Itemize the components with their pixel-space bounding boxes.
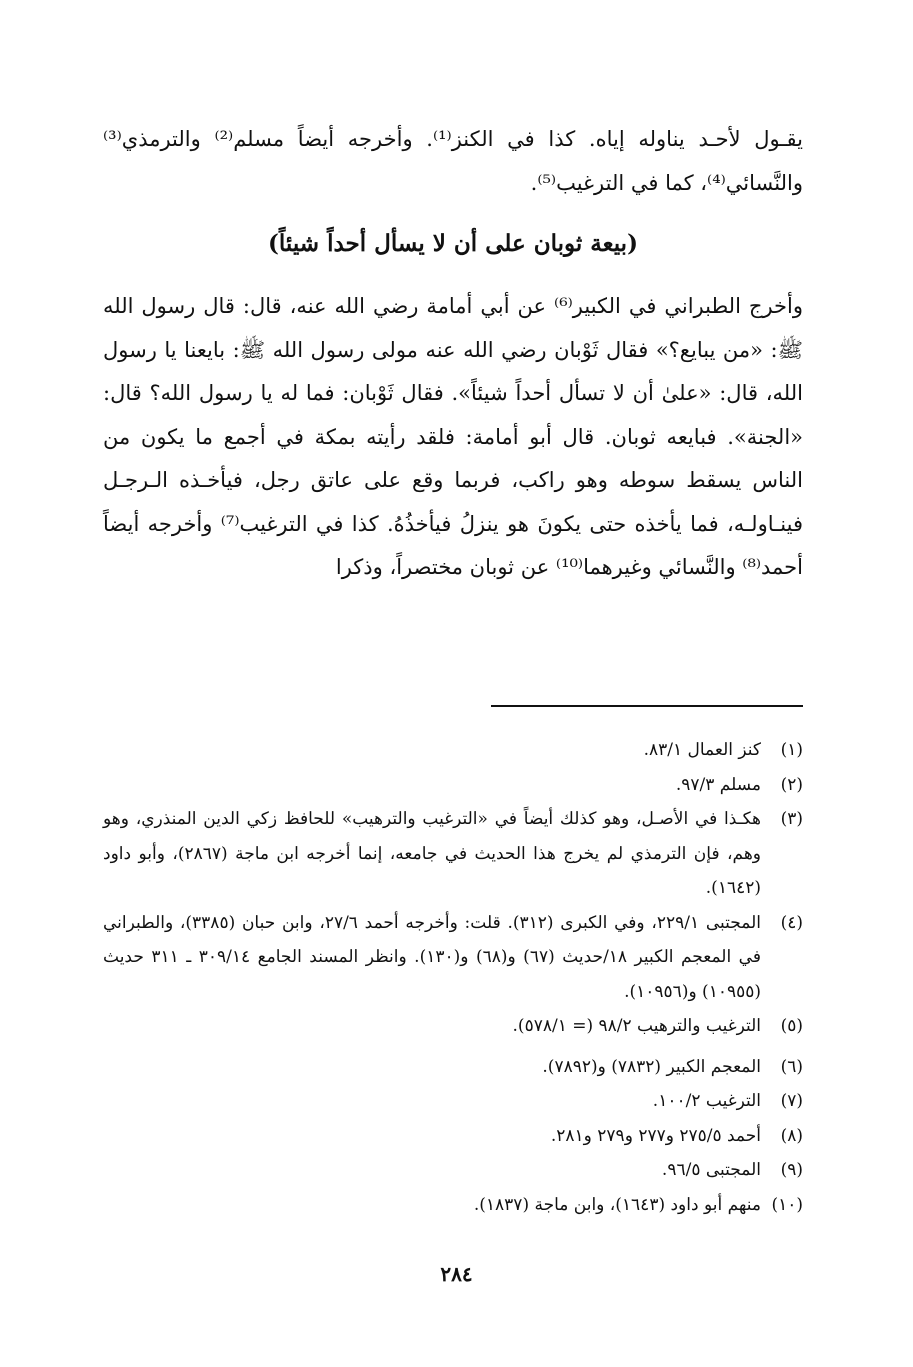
section-heading: (بيعة ثوبان على أن لا يسأل أحداً شيئاً) xyxy=(268,230,638,257)
footnote-text: المجتبى ٢٢٩/١، وفي الكبرى (٣١٢). قلت: وأخرجه أحمد ٢٧/٦، وابن حبان (٣٣٨٥)، والطبراني في المعجم الكبير ١٨/حديث (٦٧) و(٦٨) و(١٣٠). وانظر المسند الجامع ٣٠٩/١٤ ـ ٣١١ حديث (١٠٩٥٥) و(١٠٩٥٦). xyxy=(103,912,761,1002)
footnote-text: كنز العمال ٨٣/١. xyxy=(643,740,761,760)
footnote-number: (٥) xyxy=(780,1016,803,1036)
footnote-number: (٤) xyxy=(780,912,803,933)
footnote-1 xyxy=(103,733,803,768)
footnote-number: (٣) xyxy=(780,809,803,829)
footnote-number: (٢) xyxy=(780,774,803,795)
footnote-5 xyxy=(103,1009,803,1044)
footnote-text: الترغيب والترهيب ٩٨/٢ (= ٥٧٨/١). xyxy=(512,1016,761,1036)
footnote-text: منهم أبو داود (١٦٤٣)، وابن ماجة (١٨٣٧). xyxy=(473,1194,761,1215)
footnote-number: (١٠) xyxy=(771,1194,803,1215)
footnote-9 xyxy=(103,1153,803,1188)
footnote-10 xyxy=(103,1188,803,1223)
main-paragraph: وأخرج الطبراني في الكبير⁽⁶⁾ عن أبي أمامة رضي الله عنه، قال: قال رسول الله ﷺ: «من يبايع؟» فقال ثَوْبان رضي الله عنه مولى رسول الله ﷺ: بايعنا يا رسول الله، قال: «علىٰ أن لا تسأل أحداً شيئاً». فقال ثَوْبان: فما له يا رسول الله؟ قال: «الجنة». فبايعه ثوبان. قال أبو أمامة: فلقد رأيته بمكة في أجمع ما يكون من الناس يسقط سوطه وهو راكب، فربما وقع على عاتق رجل، فيأخـذه الـرجـل فينـاولـه، فما يأخذه حتى يكونَ هو ينزلُ فيأخذُهُ. كذا في الترغيب⁽⁷⁾ وأخرجه أيضاً أحمد⁽⁸⁾ والنَّسائي وغيرهما⁽¹⁰⁾ عن ثوبان مختصراً، وذكرا xyxy=(103,294,803,579)
footnotes-list xyxy=(103,733,803,1222)
footnote-text: مسلم ٩٧/٣. xyxy=(675,774,761,795)
footnote-7 xyxy=(103,1084,803,1119)
footnote-text: هكـذا في الأصـل، وهو كذلك أيضاً في «الترغيب والترهيب» للحافظ زكي الدين المنذري، وهو وهم، فإن الترمذي لم يخرج هذا الحديث في جامعه، إنما أخرجه ابن ماجة (٢٨٦٧)، وأبو داود (١٦٤٢). xyxy=(103,809,761,898)
footnote-text: أحمد ٢٧٥/٥ و٢٧٧ و٢٧٩ و٢٨١. xyxy=(550,1125,761,1146)
footnote-4 xyxy=(103,906,803,1010)
footnote-text: المجتبى ٩٦/٥. xyxy=(661,1160,761,1180)
footnote-separator xyxy=(491,705,803,707)
footnote-number: (٦) xyxy=(780,1056,803,1077)
footnote-6 xyxy=(103,1050,803,1085)
footnote-2 xyxy=(103,768,803,803)
footnote-3 xyxy=(103,802,803,906)
intro-paragraph: يقـول لأحـد يناوله إياه. كذا في الكنز⁽¹⁾. وأخرجه أيضاً مسلم⁽²⁾ والترمذي⁽³⁾ والنَّسائي⁽⁴⁾، كما في الترغيب⁽⁵⁾. xyxy=(103,127,804,195)
footnote-number: (٧) xyxy=(780,1091,803,1111)
footnote-text: المعجم الكبير (٧٨٣٢) و(٧٨٩٢). xyxy=(542,1056,761,1077)
footnote-number: (١) xyxy=(780,740,803,760)
page-number: ٢٨٤ xyxy=(440,1262,473,1286)
footnote-text: الترغيب ١٠٠/٢. xyxy=(652,1091,761,1111)
footnote-number: (٨) xyxy=(780,1125,803,1146)
footnote-number: (٩) xyxy=(780,1160,803,1180)
footnote-8 xyxy=(103,1119,803,1154)
